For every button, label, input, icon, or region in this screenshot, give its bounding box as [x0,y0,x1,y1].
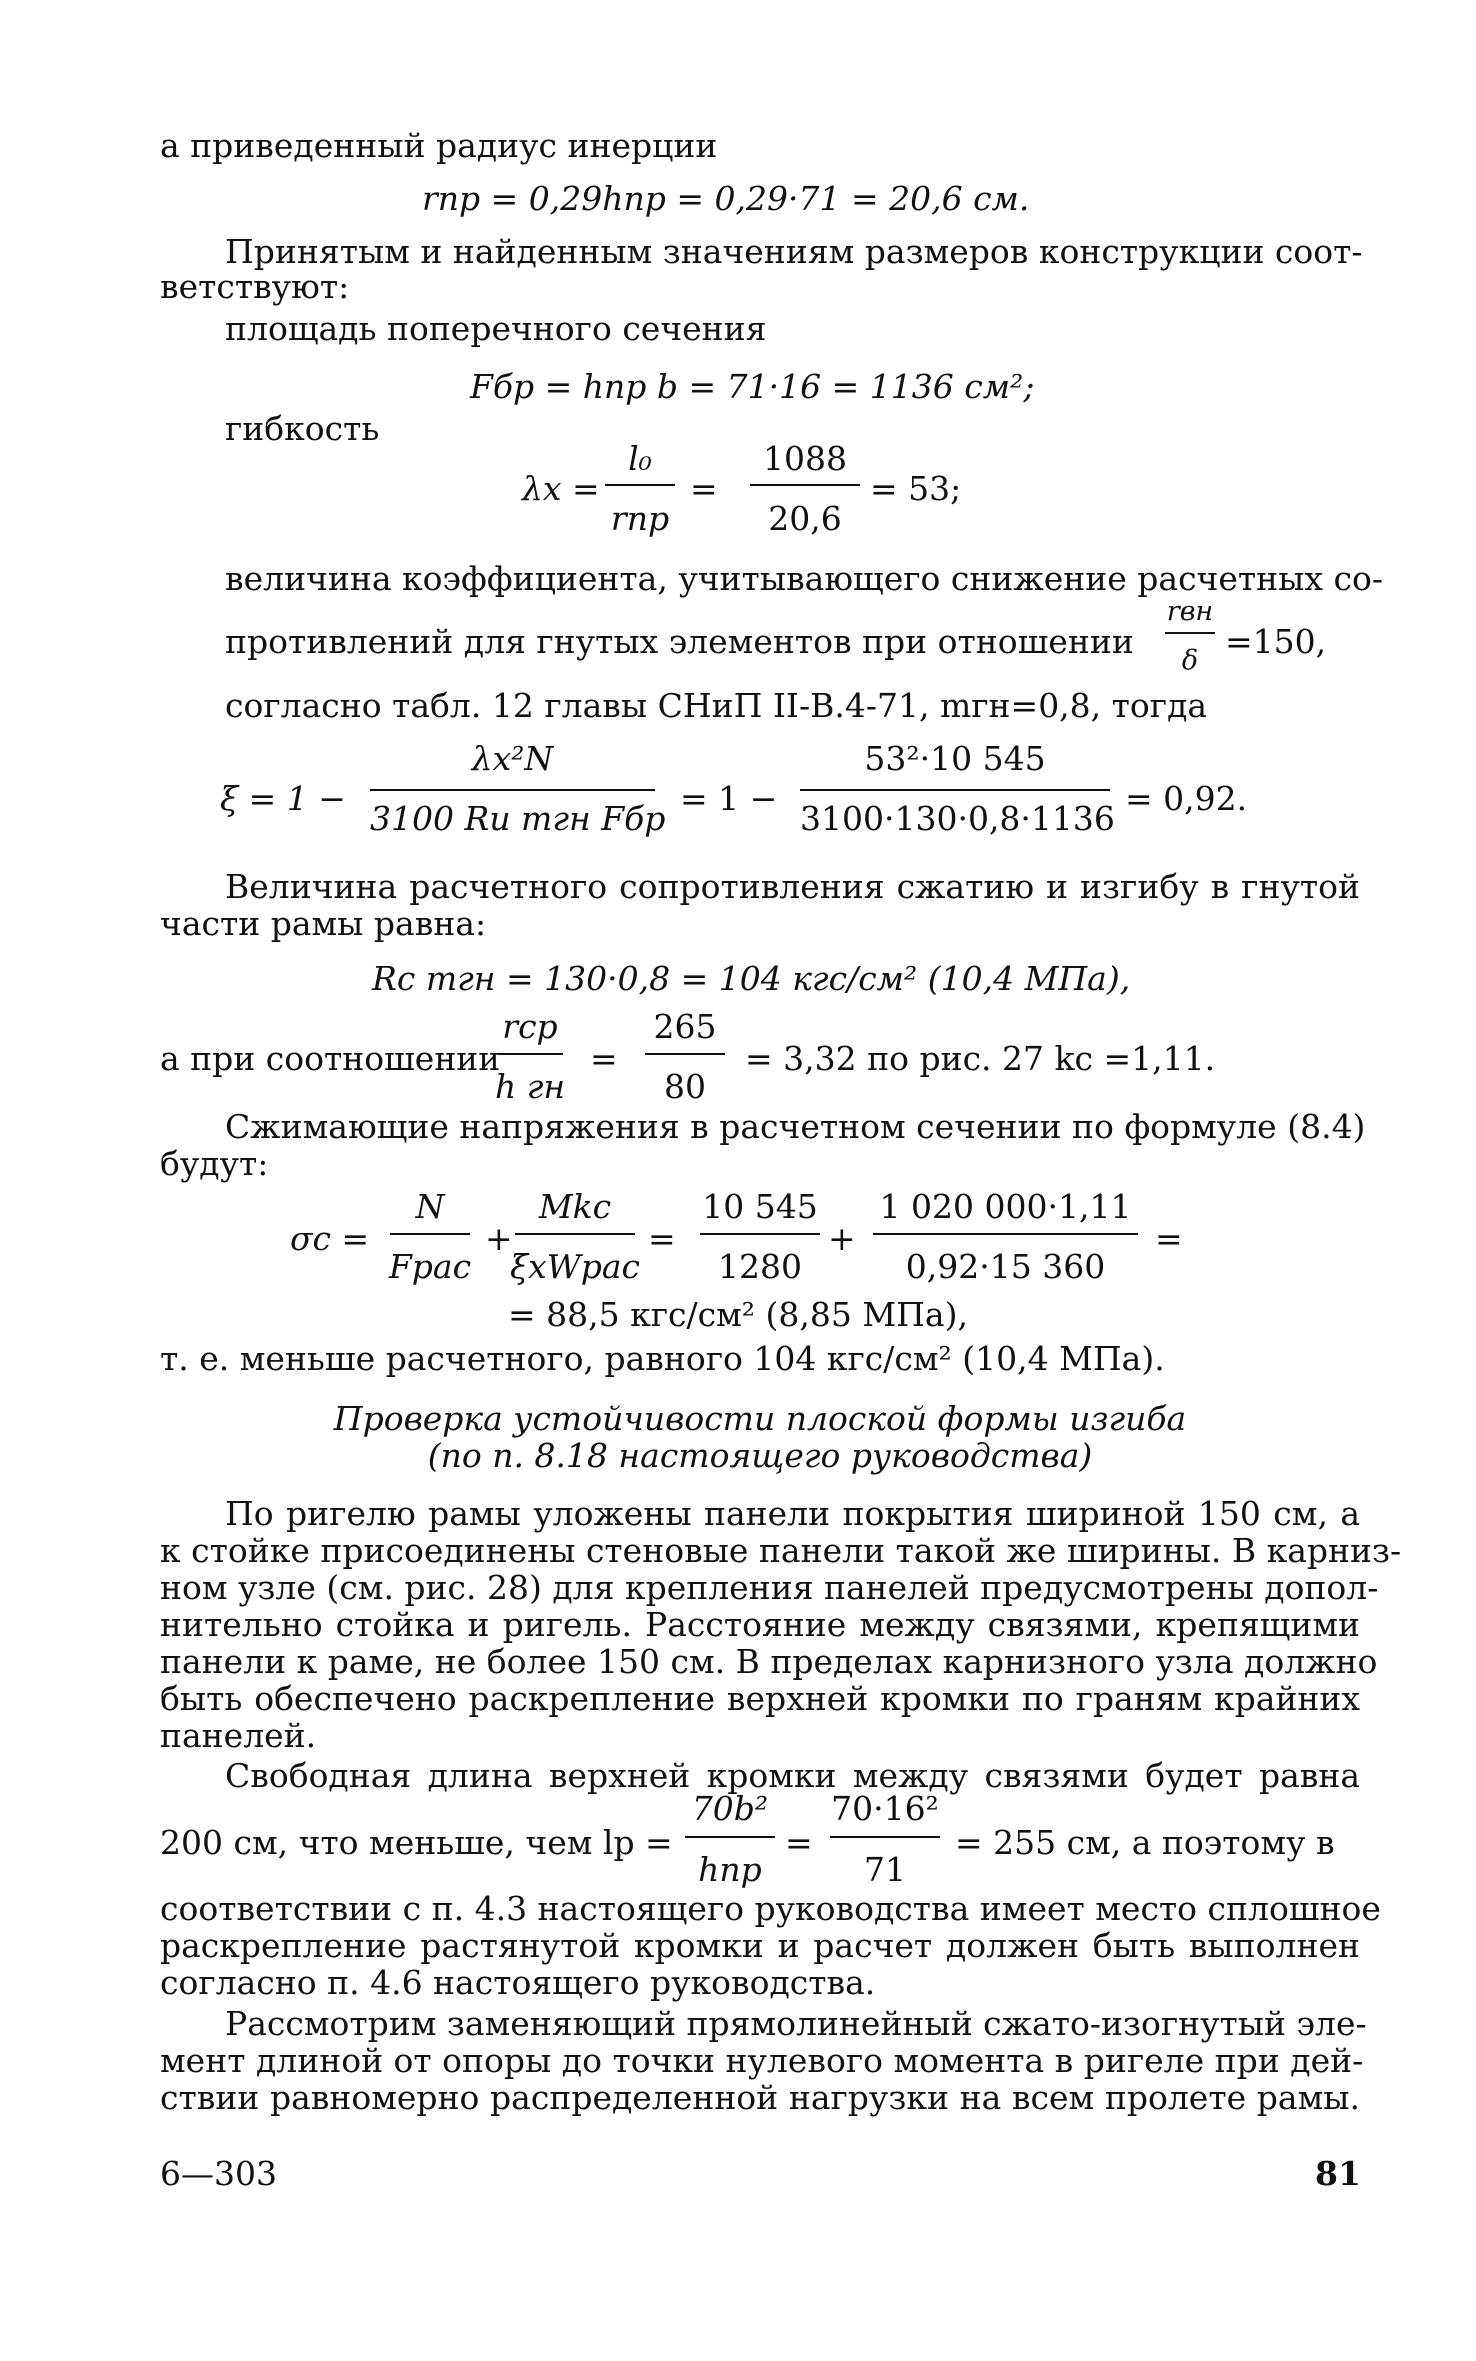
fraction-bar [370,789,655,791]
ratio-num-2: 265 [653,1007,717,1046]
ratio-num-1: rср [502,1007,558,1046]
page-number: 81 [1315,2154,1361,2193]
ratio-rvn-value: =150, [1225,622,1327,661]
sigma-num-1: N [415,1187,445,1226]
paragraph-line: По ригелю рамы уложены панели покрытия шириной 150 см, а [225,1494,1360,1533]
section-subheading: (по п. 8.18 настоящего руководства) [427,1436,1093,1475]
fraction-bar [750,484,860,486]
paragraph-line: согласно п. 4.6 настоящего руководства. [160,1963,876,2002]
paragraph-line: ствии равномерно распределенной нагрузки на всем пролете рамы. [160,2078,1360,2117]
paragraph-line: 200 см, что меньше, чем lр = [160,1823,673,1862]
paragraph-line: Свободная длина верхней кромки между связями будет равна [225,1756,1360,1795]
text-line: гибкость [225,409,380,448]
xi-num-2: 53²·10 545 [864,739,1046,778]
ratio-rvn-num: rвн [1166,596,1214,627]
lambda-result: = 53; [870,469,962,508]
xi-den-2: 3100·130·0,8·1136 [800,799,1115,838]
lp-num-2: 70·16² [831,1789,939,1828]
sigma-den-1: Fрас [388,1247,472,1286]
ratio-result: = 3,32 по рис. 27 kс =1,11. [745,1039,1216,1078]
plus-sign: + [828,1219,856,1258]
fraction-bar [1165,632,1215,634]
paragraph-line: Рассмотрим заменяющий прямолинейный сжато-изогнутый эле- [225,2004,1367,2043]
paragraph-line: панели к раме, не более 150 см. В пределах карнизного узла должно [160,1642,1378,1681]
fraction-bar [498,1053,563,1055]
equation-r-pr: rпр = 0,29hпр = 0,29·71 = 20,6 см. [422,179,1030,218]
fraction-bar [830,1836,940,1838]
ratio-den-2: 80 [664,1067,706,1106]
paragraph-line: противлений для гнутых элементов при отношении [225,622,1134,661]
lambda-num-2: 1088 [763,439,847,478]
plus-sign: + [485,1219,513,1258]
lambda-num-1: l₀ [628,439,652,478]
ratio-rvn-den: δ [1181,645,1199,676]
paragraph-line: согласно табл. 12 главы СНиП II-В.4-71, mгн=0,8, тогда [225,686,1208,725]
paragraph-line: быть обеспечено раскрепление верхней кромки по граням крайних [160,1679,1360,1718]
paragraph-line: панелей. [160,1716,317,1755]
equals-sign: = [690,469,718,508]
section-heading: Проверка устойчивости плоской формы изгиба [333,1399,1187,1438]
fraction-bar [700,1233,820,1235]
text-line: а при соотношении [160,1039,501,1078]
sigma-den-3: 1280 [718,1247,802,1286]
xi-lhs: ξ = 1 − [220,779,346,818]
paragraph-line: к стойке присоединены стеновые панели такой же ширины. В карниз- [160,1531,1402,1570]
sigma-num-3: 10 545 [702,1187,818,1226]
sigma-num-4: 1 020 000·1,11 [879,1187,1132,1226]
paragraph-line: = 255 см, а поэтому в [955,1823,1335,1862]
paragraph-line: Принятым и найденным значениям размеров конструкции соот- [225,232,1363,271]
equals-sign: = [785,1823,813,1862]
equation-rc: Rс mгн = 130·0,8 = 104 кгс/см² (10,4 МПа), [372,959,1131,998]
paragraph-line: Сжимающие напряжения в расчетном сечении по формуле (8.4) [225,1107,1366,1146]
fraction-bar [605,484,675,486]
sigma-lhs: σс = [290,1219,370,1258]
text-line: а приведенный радиус инерции [160,126,718,165]
lp-num-1: 70b² [691,1789,769,1828]
xi-result: = 0,92. [1125,779,1248,818]
paragraph-line: мент длиной от опоры до точки нулевого момента в ригеле при дей- [160,2041,1364,2080]
sigma-result: = 88,5 кгс/см² (8,85 МПа), [508,1295,968,1334]
lp-den-1: hпр [698,1850,762,1889]
paragraph-line: т. е. меньше расчетного, равного 104 кгс/см² (10,4 МПа). [160,1339,1165,1378]
equation-area: Fбр = hпр b = 71·16 = 1136 см²; [470,367,1035,406]
paragraph-line: раскрепление растянутой кромки и расчет должен быть выполнен [160,1926,1360,1965]
xi-mid: = 1 − [680,779,778,818]
paragraph-line: соответствии с п. 4.3 настоящего руководства имеет место сплошное [160,1889,1381,1928]
fraction-bar [800,789,1110,791]
sigma-den-4: 0,92·15 360 [905,1247,1106,1286]
paragraph-line: нительно стойка и ригель. Расстояние между связями, крепящими [160,1605,1360,1644]
xi-num-1: λx²N [471,739,554,778]
text-line: площадь поперечного сечения [225,309,767,348]
paragraph-line: величина коэффициента, учитывающего снижение расчетных со- [225,559,1384,598]
equals-sign: = [648,1219,676,1258]
sigma-den-2: ξxWрас [510,1247,640,1286]
fraction-bar [515,1233,635,1235]
xi-den-1: 3100 Rи mгн Fбр [370,799,666,838]
fraction-bar [645,1053,725,1055]
lambda-den-1: rпр [610,499,670,538]
lambda-lhs: λx = [522,469,600,508]
sigma-num-2: Mkс [538,1187,612,1226]
ratio-den-1: h гн [495,1067,566,1106]
fraction-bar [873,1233,1138,1235]
equals-sign: = [1155,1219,1183,1258]
fraction-bar [390,1233,470,1235]
paragraph-line: части рамы равна: [160,904,487,943]
equals-sign: = [590,1039,618,1078]
print-signature: 6—303 [160,2154,277,2193]
paragraph-line: будут: [160,1144,269,1183]
lp-den-2: 71 [864,1850,906,1889]
paragraph-line: Величина расчетного сопротивления сжатию и изгибу в гнутой [225,867,1360,906]
fraction-bar [685,1836,775,1838]
lambda-den-2: 20,6 [768,499,842,538]
paragraph-line: ветствуют: [160,267,350,306]
paragraph-line: ном узле (см. рис. 28) для крепления панелей предусмотрены допол- [160,1568,1379,1607]
